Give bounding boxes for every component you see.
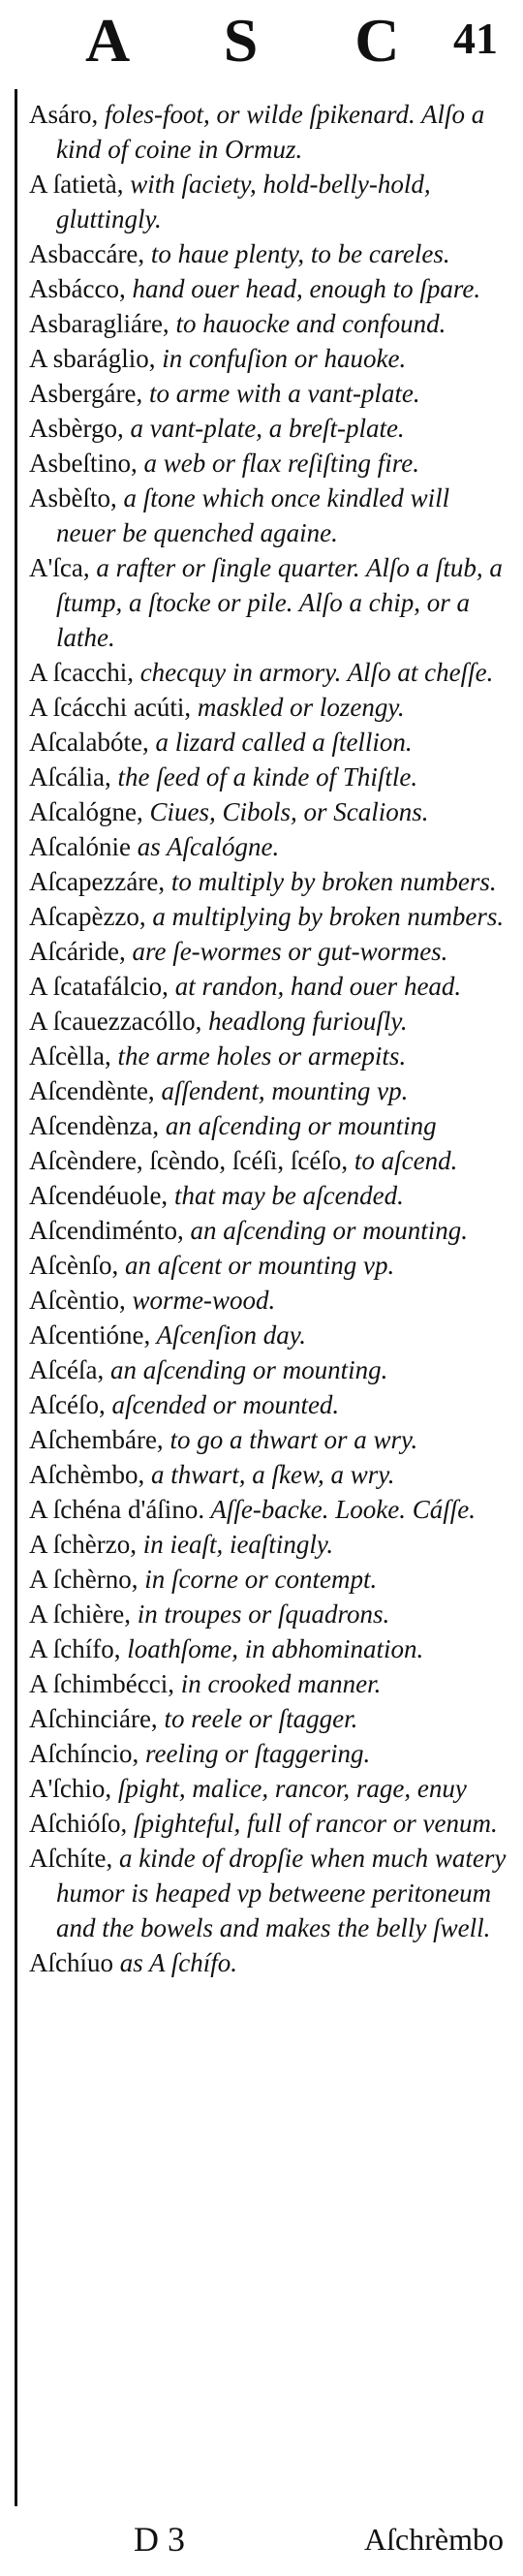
page-number: 41 xyxy=(453,14,498,63)
entry-definition: in confuſion or hauoke. xyxy=(155,344,407,373)
entry-headword: Aſcèndere, ſcèndo, ſcéſi, ſcéſo, xyxy=(29,1146,349,1175)
dictionary-entry xyxy=(29,446,515,481)
entry-headword: A ſcauezzacóllo, xyxy=(29,1007,202,1036)
entry-definition: reeling or ſtaggering. xyxy=(138,1739,371,1768)
entry-definition: ſpighteful, full of rancor or venum. xyxy=(127,1809,498,1838)
dictionary-entry xyxy=(29,1562,515,1597)
entry-definition: an aſcent or mounting vp. xyxy=(118,1251,395,1280)
dictionary-entry xyxy=(29,934,515,969)
entry-headword: Aſcalabóte, xyxy=(29,728,149,757)
dictionary-entry xyxy=(29,550,515,655)
entry-definition: Ciues, Cibols, or Scalions. xyxy=(142,797,429,826)
entry-headword: Aſcènſo, xyxy=(29,1251,119,1280)
dictionary-entry xyxy=(29,1736,515,1771)
catchword: Aſchrèmbo xyxy=(364,2522,504,2557)
entry-definition: the ſeed of a kinde of Thiſtle. xyxy=(110,762,418,791)
entry-headword: Aſcentióne, xyxy=(29,1320,151,1350)
dictionary-entry xyxy=(29,341,515,376)
entry-definition: a rafter or ſingle quarter. Alſo a ſtub, a ſtump, a ſtocke or pile. Alſo a chip, or a lathe. xyxy=(56,553,503,652)
entry-definition: a web or flax reſiſting fire. xyxy=(137,449,419,478)
dictionary-entry xyxy=(29,794,515,829)
dictionary-entry xyxy=(29,271,515,306)
entry-definition: a kinde of dropſie when much watery humor is heaped vp betweene peritoneum and the bowels and makes the belly ſwell. xyxy=(56,1844,507,1942)
entry-headword: Aſchinciáre, xyxy=(29,1704,158,1733)
entry-definition: to hauocke and confound. xyxy=(169,309,446,338)
entry-headword: A ſchèrzo, xyxy=(29,1530,137,1559)
dictionary-entry xyxy=(29,829,515,864)
dictionary-entry xyxy=(29,1527,515,1562)
entry-headword: Aſcèlla, xyxy=(29,1041,111,1071)
entry-list xyxy=(29,97,515,1980)
dictionary-entry xyxy=(29,1318,515,1352)
dictionary-entry xyxy=(29,760,515,794)
dictionary-entry xyxy=(29,1248,515,1283)
entry-headword: A ſcacchi, xyxy=(29,658,134,687)
dictionary-entry xyxy=(29,1283,515,1318)
entry-definition: to multiply by broken numbers. xyxy=(165,867,497,896)
entry-definition: an aſcending or mounting xyxy=(159,1111,437,1140)
dictionary-entry xyxy=(29,1178,515,1213)
entry-headword: Asbeſtino, xyxy=(29,449,138,478)
entry-headword: Aſchembáre, xyxy=(29,1425,164,1454)
entry-headword: Aſcendènte, xyxy=(29,1076,155,1105)
dictionary-entry xyxy=(29,1108,515,1143)
dictionary-entry xyxy=(29,1631,515,1666)
column-rule xyxy=(15,89,17,2506)
entry-headword: Aſcapezzáre, xyxy=(29,867,166,896)
entry-headword: A ſchière, xyxy=(29,1599,131,1629)
entry-definition: in ieaſt, ieaſtingly. xyxy=(136,1530,334,1559)
entry-definition: a thwart, a ſkew, a wry. xyxy=(144,1460,395,1489)
dictionary-entry xyxy=(29,1492,515,1527)
entry-headword: Aſchíuo xyxy=(29,1948,113,1977)
dictionary-entry xyxy=(29,376,515,411)
entry-headword: A'ſca, xyxy=(29,553,90,582)
dictionary-entry xyxy=(29,411,515,446)
entry-headword: Aſcendènza, xyxy=(29,1111,160,1140)
dictionary-entry xyxy=(29,1597,515,1631)
entry-definition: checquy in armory. Alſo at cheſſe. xyxy=(133,658,494,687)
dictionary-entry xyxy=(29,690,515,725)
entry-definition: a vant-plate, a breſt-plate. xyxy=(123,414,405,443)
entry-headword: A ſchèrno, xyxy=(29,1565,138,1594)
dictionary-entry xyxy=(29,1666,515,1701)
entry-headword: A sbaráglio, xyxy=(29,344,156,373)
dictionary-entry xyxy=(29,1352,515,1387)
dictionary-entry xyxy=(29,1073,515,1108)
entry-definition: an aſcending or mounting. xyxy=(104,1355,388,1384)
entry-definition: that may be aſcended. xyxy=(168,1181,404,1210)
dictionary-entry xyxy=(29,1771,515,1806)
entry-headword: Aſcèntio, xyxy=(29,1286,126,1315)
entry-headword: Aſchióſo, xyxy=(29,1809,128,1838)
entry-headword: Aſchèmbo, xyxy=(29,1460,145,1489)
entry-definition: an aſcending or mounting. xyxy=(183,1216,468,1245)
entry-headword: Aſchíte, xyxy=(29,1844,113,1873)
entry-headword: Asbaccáre, xyxy=(29,239,145,268)
entry-definition: aſſendent, mounting vp. xyxy=(154,1076,409,1105)
entry-headword: A ſatietà, xyxy=(29,170,124,199)
entry-definition: to arme with a vant-plate. xyxy=(142,379,420,408)
entry-definition: to reele or ſtagger. xyxy=(157,1704,358,1733)
entry-headword: Asbaragliáre, xyxy=(29,309,169,338)
page-header xyxy=(0,0,523,89)
entry-definition: a lizard called a ſtellion. xyxy=(148,728,413,757)
signature-mark: D 3 xyxy=(134,2520,185,2559)
entry-definition: foles-foot, or wilde ſpikenard. Alſo a kind of coine in Ormuz. xyxy=(56,100,485,164)
entry-definition: in ſcorne or contempt. xyxy=(138,1565,378,1594)
dictionary-entry xyxy=(29,1213,515,1248)
dictionary-entry xyxy=(29,97,515,167)
entry-headword: A ſcatafálcio, xyxy=(29,972,169,1001)
dictionary-entry xyxy=(29,655,515,690)
dictionary-entry xyxy=(29,1422,515,1457)
entry-definition: worme-wood. xyxy=(125,1286,276,1315)
entry-headword: A ſchimbécci, xyxy=(29,1669,174,1698)
entry-definition: as A ſchífo. xyxy=(113,1948,238,1977)
entry-definition: maskled or lozengy. xyxy=(191,693,405,722)
entry-definition: loathſome, in abhomination. xyxy=(120,1634,424,1663)
dictionary-entry xyxy=(29,864,515,899)
running-head: A S C xyxy=(85,6,441,75)
entry-headword: A ſchífo, xyxy=(29,1634,121,1663)
entry-headword: Aſcália, xyxy=(29,762,111,791)
entry-definition: in troupes or ſquadrons. xyxy=(130,1599,390,1629)
dictionary-entry xyxy=(29,1945,515,1980)
entry-definition: in crooked manner. xyxy=(173,1669,382,1698)
entry-headword: Aſchíncio, xyxy=(29,1739,139,1768)
dictionary-entry xyxy=(29,969,515,1004)
entry-headword: A ſcácchi acúti, xyxy=(29,693,192,722)
entry-definition: Aſſe-backe. Looke. Cáſſe. xyxy=(204,1495,476,1524)
entry-definition: a multiplying by broken numbers. xyxy=(145,902,505,931)
entry-definition: to go a thwart or a wry. xyxy=(163,1425,418,1454)
entry-definition: to aſcend. xyxy=(348,1146,458,1175)
entry-definition: with ſaciety, hold-belly-hold, gluttingly. xyxy=(56,170,431,233)
dictionary-entry xyxy=(29,1387,515,1422)
dictionary-entry xyxy=(29,236,515,271)
dictionary-entry xyxy=(29,1004,515,1039)
entry-headword: Aſcendiménto, xyxy=(29,1216,184,1245)
dictionary-entry xyxy=(29,1806,515,1841)
entry-headword: Asáro, xyxy=(29,100,99,129)
dictionary-entry xyxy=(29,725,515,760)
dictionary-entry xyxy=(29,899,515,934)
entry-definition: ſpight, malice, rancor, rage, enuy xyxy=(111,1774,467,1803)
entry-headword: Aſcéſa, xyxy=(29,1355,105,1384)
entry-headword: Aſcapèzzo, xyxy=(29,902,146,931)
dictionary-entry xyxy=(29,306,515,341)
entry-headword: Aſcalógne, xyxy=(29,797,143,826)
dictionary-entry xyxy=(29,1841,515,1945)
entry-headword: Asbácco, xyxy=(29,274,126,303)
entry-headword: Aſcáride, xyxy=(29,937,126,966)
entry-headword: Aſcalónie xyxy=(29,832,131,861)
entry-definition: are ſe-wormes or gut-wormes. xyxy=(125,937,448,966)
entry-definition: to haue plenty, to be careles. xyxy=(144,239,450,268)
dictionary-entry xyxy=(29,1457,515,1492)
entry-headword: A'ſchio, xyxy=(29,1774,112,1803)
entry-definition: a ſtone which once kindled will neuer be quenched againe. xyxy=(56,483,450,547)
dictionary-entry xyxy=(29,1143,515,1178)
entry-headword: Aſcéſo, xyxy=(29,1390,106,1419)
dictionary-entry xyxy=(29,481,515,550)
entry-headword: A ſchéna d'áſino. xyxy=(29,1495,205,1524)
entry-definition: Aſcenſion day. xyxy=(150,1320,306,1350)
page-footer xyxy=(0,2514,523,2576)
entry-headword: Asbergáre, xyxy=(29,379,143,408)
entry-definition: headlong furiouſly. xyxy=(201,1007,408,1036)
entry-definition: hand ouer head, enough to ſpare. xyxy=(125,274,481,303)
entry-definition: aſcended or mounted. xyxy=(105,1390,340,1419)
entry-headword: Asbèſto, xyxy=(29,483,117,512)
entry-definition: the arme holes or armepits. xyxy=(110,1041,407,1071)
dictionary-entry xyxy=(29,1701,515,1736)
entry-headword: Aſcendéuole, xyxy=(29,1181,169,1210)
entry-definition: as Aſcalógne. xyxy=(130,832,280,861)
entry-definition: at randon, hand ouer head. xyxy=(168,972,462,1001)
dictionary-entry xyxy=(29,167,515,236)
dictionary-entry xyxy=(29,1039,515,1073)
entry-headword: Asbèrgo, xyxy=(29,414,124,443)
